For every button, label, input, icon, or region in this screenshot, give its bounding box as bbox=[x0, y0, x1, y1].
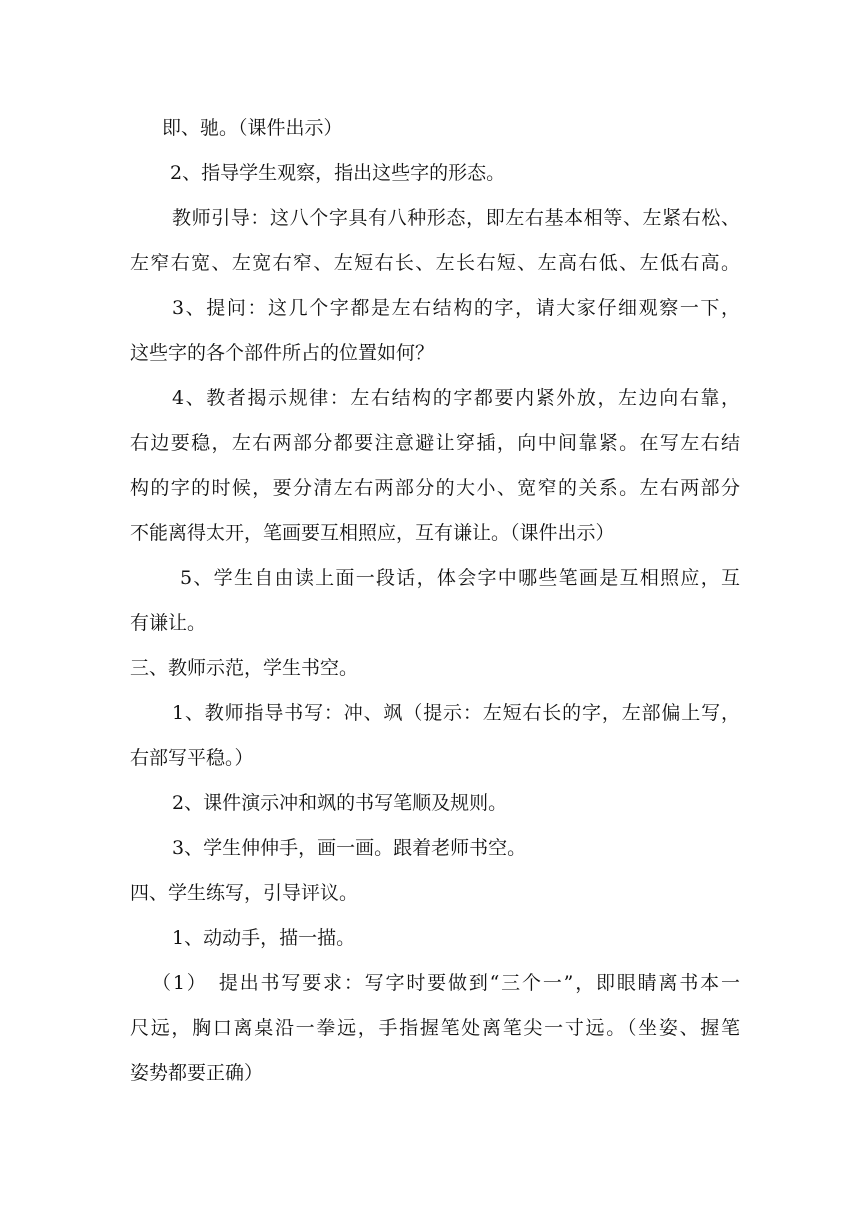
text-line: 这些字的各个部件所占的位置如何？ bbox=[130, 342, 435, 364]
text-line: （1） 提出书写要求：写字时要做到“三个一”，即眼睛离书本一 bbox=[152, 972, 740, 994]
section-heading: 三、教师示范，学生书空。 bbox=[130, 657, 359, 679]
text-line: 构的字的时候，要分清左右两部分的大小、宽窄的关系。左右两部分 bbox=[130, 477, 740, 499]
text-line: 姿势都要正确） bbox=[130, 1062, 264, 1084]
section-heading: 四、学生练写，引导评议。 bbox=[130, 882, 359, 904]
text-line: 3、学生伸伸手，画一画。跟着老师书空。 bbox=[172, 837, 527, 859]
text-line: 2、课件演示冲和飒的书写笔顺及规则。 bbox=[172, 792, 508, 814]
text-line: 教师引导：这八个字具有八种形态，即左右基本相等、左紧右松、 bbox=[172, 207, 740, 229]
text-line: 5、学生自由读上面一段话，体会字中哪些笔画是互相照应，互 bbox=[180, 567, 740, 589]
text-line: 右部写平稳。） bbox=[130, 747, 254, 769]
text-line: 2、指导学生观察，指出这些字的形态。 bbox=[170, 162, 506, 184]
text-line: 尺远，胸口离桌沿一拳远，手指握笔处离笔尖一寸远。（坐姿、握笔 bbox=[130, 1017, 740, 1039]
text-line: 不能离得太开，笔画要互相照应，互有谦让。（课件出示） bbox=[130, 522, 615, 544]
text-line: 1、教师指导书写：冲、飒（提示：左短右长的字，左部偏上写， bbox=[172, 702, 740, 724]
text-line: 1、动动手，描一描。 bbox=[172, 927, 356, 949]
text-line: 即、驰。（课件出示） bbox=[162, 117, 343, 139]
text-line: 左窄右宽、左宽右窄、左短右长、左长右短、左高右低、左低右高。 bbox=[130, 252, 740, 274]
text-line: 4、教者揭示规律：左右结构的字都要内紧外放，左边向右靠， bbox=[172, 387, 740, 409]
text-line: 有谦让。 bbox=[130, 612, 207, 634]
text-line: 右边要稳，左右两部分都要注意避让穿插，向中间靠紧。在写左右结 bbox=[130, 432, 740, 454]
text-line: 3、提问：这几个字都是左右结构的字，请大家仔细观察一下， bbox=[172, 297, 740, 319]
